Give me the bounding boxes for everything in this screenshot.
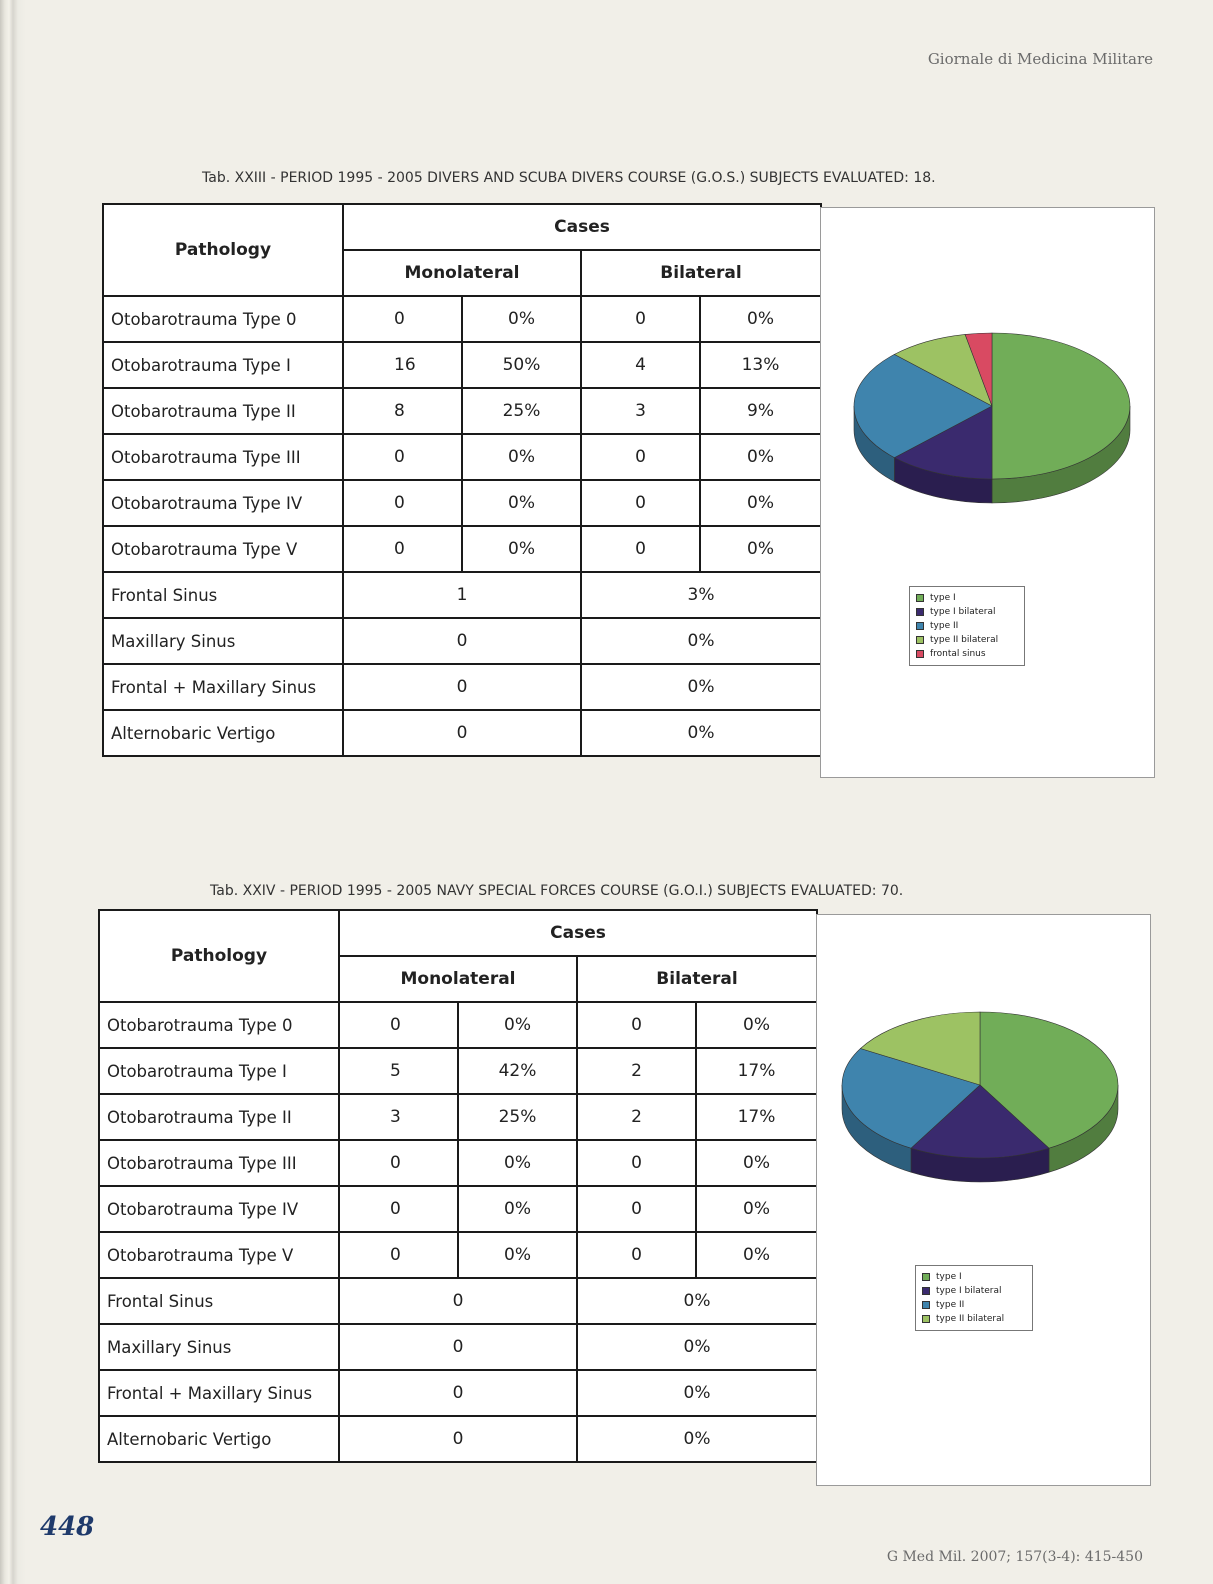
bilateral-percent: 0% (700, 526, 821, 572)
monolateral-count: 0 (339, 1232, 458, 1278)
table-row (103, 618, 821, 664)
pathology-label: Otobarotrauma Type V (99, 1232, 339, 1278)
case-count: 1 (343, 572, 581, 618)
legend-label: type II bilateral (936, 1314, 1005, 1324)
pathology-label: Frontal Sinus (99, 1278, 339, 1324)
table-row (99, 1140, 817, 1186)
monolateral-count: 0 (343, 526, 462, 572)
pathology-label: Otobarotrauma Type IV (99, 1186, 339, 1232)
legend-entry (922, 1270, 1026, 1284)
case-count: 0 (343, 710, 581, 756)
legend-swatch (916, 594, 924, 602)
monolateral-header: Monolateral (343, 250, 581, 296)
bilateral-count: 0 (581, 434, 700, 480)
monolateral-count: 0 (339, 1140, 458, 1186)
table-row (103, 388, 821, 434)
case-percent: 0% (577, 1324, 817, 1370)
bilateral-percent: 0% (700, 480, 821, 526)
monolateral-percent: 0% (458, 1186, 577, 1232)
case-percent: 3% (581, 572, 821, 618)
case-count: 0 (339, 1278, 577, 1324)
pathology-label: Otobarotrauma Type III (103, 434, 343, 480)
bilateral-percent: 0% (696, 1002, 817, 1048)
legend-label: type I (936, 1272, 962, 1282)
pathology-label: Otobarotrauma Type II (99, 1094, 339, 1140)
table-row (103, 572, 821, 618)
legend-swatch (916, 650, 924, 658)
table-row (103, 664, 821, 710)
monolateral-percent: 0% (462, 526, 581, 572)
pathology-label: Frontal + Maxillary Sinus (103, 664, 343, 710)
monolateral-percent: 42% (458, 1048, 577, 1094)
bilateral-count: 0 (581, 296, 700, 342)
case-count: 0 (339, 1416, 577, 1462)
legend-entry (916, 647, 1018, 661)
legend-entry (916, 619, 1018, 633)
pathology-label: Maxillary Sinus (103, 618, 343, 664)
legend-entry (922, 1312, 1026, 1326)
bilateral-percent: 17% (696, 1048, 817, 1094)
legend-entry (922, 1284, 1026, 1298)
table-row (103, 434, 821, 480)
bilateral-header: Bilateral (577, 956, 817, 1002)
header-row (99, 910, 817, 956)
monolateral-count: 0 (339, 1002, 458, 1048)
legend-label: type I bilateral (936, 1286, 1002, 1296)
header-row (103, 204, 821, 250)
bilateral-percent: 17% (696, 1094, 817, 1140)
pathology-label: Frontal Sinus (103, 572, 343, 618)
bilateral-header: Bilateral (581, 250, 821, 296)
legend-entry (922, 1298, 1026, 1312)
pathology-header: Pathology (99, 910, 339, 1002)
legend-label: type I (930, 593, 956, 603)
table-row (99, 1186, 817, 1232)
table-row (99, 1232, 817, 1278)
pathology-label: Otobarotrauma Type II (103, 388, 343, 434)
legend-swatch (922, 1273, 930, 1281)
monolateral-header: Monolateral (339, 956, 577, 1002)
legend-label: type II bilateral (930, 635, 999, 645)
pathology-label: Otobarotrauma Type V (103, 526, 343, 572)
monolateral-percent: 0% (462, 296, 581, 342)
bilateral-count: 0 (577, 1002, 696, 1048)
monolateral-count: 0 (343, 434, 462, 480)
table-row (103, 710, 821, 756)
bilateral-count: 2 (577, 1094, 696, 1140)
table-row (103, 526, 821, 572)
legend-label: frontal sinus (930, 649, 986, 659)
bilateral-percent: 9% (700, 388, 821, 434)
bilateral-percent: 0% (696, 1140, 817, 1186)
legend-entry (916, 591, 1018, 605)
pathology-label: Maxillary Sinus (99, 1324, 339, 1370)
legend-swatch (922, 1301, 930, 1309)
case-percent: 0% (577, 1370, 817, 1416)
legend-label: type II (936, 1300, 965, 1310)
case-count: 0 (343, 618, 581, 664)
bilateral-percent: 0% (700, 434, 821, 480)
bilateral-count: 2 (577, 1048, 696, 1094)
data-table (98, 909, 818, 1463)
case-count: 0 (339, 1370, 577, 1416)
table-caption: Tab. XXIII - PERIOD 1995 - 2005 DIVERS AND SCUBA DIVERS COURSE (G.O.S.) SUBJECTS EVALUATED: 18. (202, 170, 936, 186)
monolateral-percent: 50% (462, 342, 581, 388)
table-row (99, 1094, 817, 1140)
chart-legend (915, 1265, 1033, 1331)
legend-entry (916, 633, 1018, 647)
chart-legend (909, 586, 1025, 666)
monolateral-count: 3 (339, 1094, 458, 1140)
bilateral-count: 0 (577, 1140, 696, 1186)
table-row (99, 1048, 817, 1094)
cases-header: Cases (343, 204, 821, 250)
monolateral-count: 0 (343, 296, 462, 342)
running-head: Giornale di Medicina Militare (927, 50, 1153, 68)
page-binding-edge (0, 0, 26, 1584)
monolateral-count: 16 (343, 342, 462, 388)
bilateral-count: 0 (577, 1232, 696, 1278)
bilateral-percent: 0% (696, 1186, 817, 1232)
case-percent: 0% (577, 1416, 817, 1462)
pathology-label: Otobarotrauma Type I (103, 342, 343, 388)
bilateral-percent: 0% (696, 1232, 817, 1278)
pie-chart-panel (820, 207, 1155, 778)
table-row (99, 1278, 817, 1324)
table-row (103, 342, 821, 388)
monolateral-percent: 0% (462, 480, 581, 526)
bilateral-count: 4 (581, 342, 700, 388)
bilateral-count: 0 (577, 1186, 696, 1232)
cases-header: Cases (339, 910, 817, 956)
case-percent: 0% (577, 1278, 817, 1324)
table-row (99, 1416, 817, 1462)
citation: G Med Mil. 2007; 157(3-4): 415-450 (886, 1549, 1143, 1565)
monolateral-percent: 25% (462, 388, 581, 434)
monolateral-percent: 0% (458, 1232, 577, 1278)
legend-swatch (916, 622, 924, 630)
legend-swatch (916, 636, 924, 644)
pie-chart-panel (816, 914, 1151, 1486)
bilateral-count: 0 (581, 480, 700, 526)
pathology-label: Alternobaric Vertigo (103, 710, 343, 756)
pathology-label: Otobarotrauma Type I (99, 1048, 339, 1094)
pathology-label: Otobarotrauma Type III (99, 1140, 339, 1186)
bilateral-percent: 13% (700, 342, 821, 388)
pathology-label: Alternobaric Vertigo (99, 1416, 339, 1462)
monolateral-percent: 0% (462, 434, 581, 480)
monolateral-count: 0 (343, 480, 462, 526)
case-percent: 0% (581, 710, 821, 756)
legend-swatch (922, 1287, 930, 1295)
table-row (103, 296, 821, 342)
page-number: 448 (40, 1512, 95, 1542)
pie-chart (817, 915, 1150, 1485)
monolateral-count: 0 (339, 1186, 458, 1232)
pathology-label: Frontal + Maxillary Sinus (99, 1370, 339, 1416)
case-percent: 0% (581, 618, 821, 664)
legend-swatch (916, 608, 924, 616)
monolateral-count: 8 (343, 388, 462, 434)
case-count: 0 (339, 1324, 577, 1370)
monolateral-count: 5 (339, 1048, 458, 1094)
pathology-label: Otobarotrauma Type IV (103, 480, 343, 526)
table-row (99, 1002, 817, 1048)
legend-swatch (922, 1315, 930, 1323)
monolateral-percent: 0% (458, 1140, 577, 1186)
pathology-label: Otobarotrauma Type 0 (103, 296, 343, 342)
table-row (99, 1370, 817, 1416)
table-caption: Tab. XXIV - PERIOD 1995 - 2005 NAVY SPECIAL FORCES COURSE (G.O.I.) SUBJECTS EVALUATED: 70. (210, 883, 904, 899)
pathology-header: Pathology (103, 204, 343, 296)
legend-entry (916, 605, 1018, 619)
bilateral-count: 3 (581, 388, 700, 434)
bilateral-count: 0 (581, 526, 700, 572)
case-count: 0 (343, 664, 581, 710)
pathology-label: Otobarotrauma Type 0 (99, 1002, 339, 1048)
table-row (99, 1324, 817, 1370)
monolateral-percent: 25% (458, 1094, 577, 1140)
data-table (102, 203, 822, 757)
table-row (103, 480, 821, 526)
legend-label: type I bilateral (930, 607, 996, 617)
case-percent: 0% (581, 664, 821, 710)
bilateral-percent: 0% (700, 296, 821, 342)
monolateral-percent: 0% (458, 1002, 577, 1048)
pie-chart (821, 208, 1154, 777)
legend-label: type II (930, 621, 959, 631)
